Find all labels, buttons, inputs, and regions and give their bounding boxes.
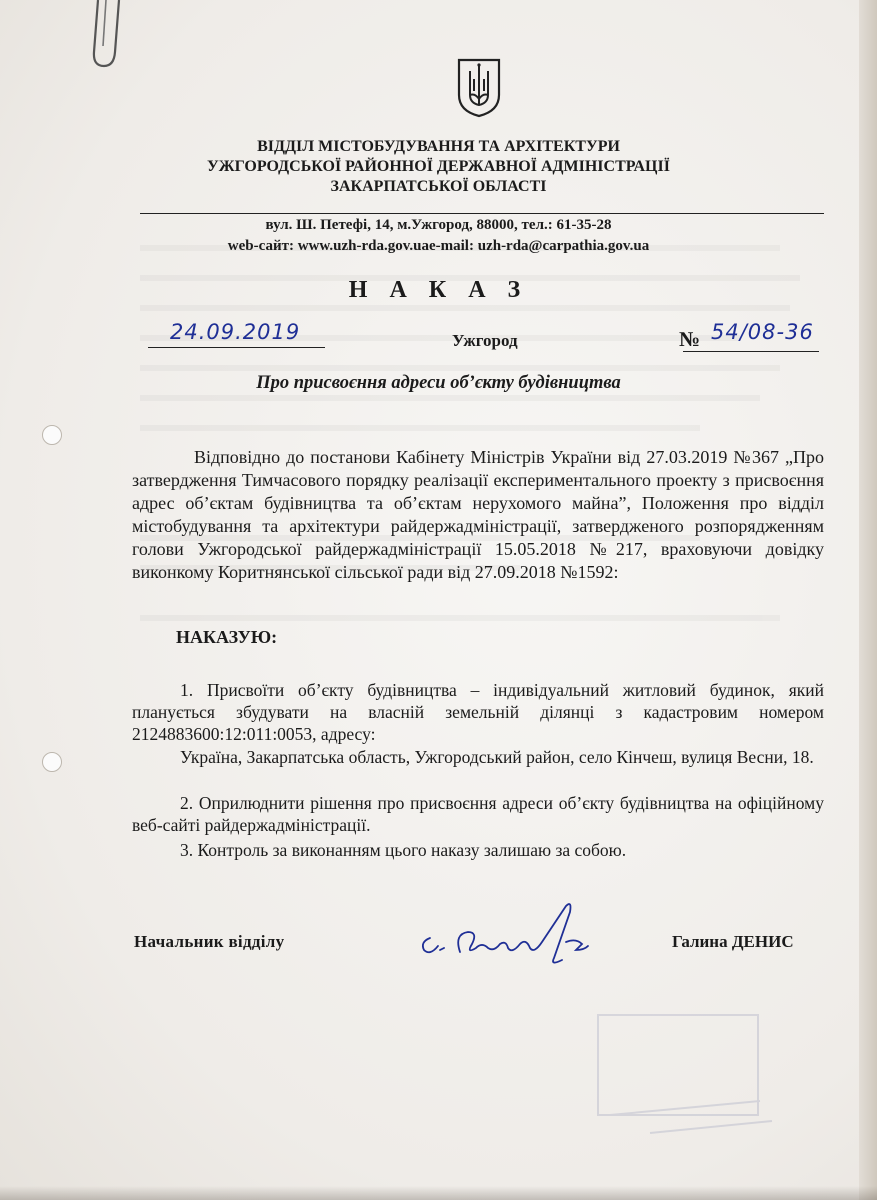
organization-header bbox=[0, 137, 877, 197]
address-line: вул. Ш. Петефі, 14, м.Ужгород, 88000, тел.: 61-35-28 bbox=[265, 217, 612, 233]
date-underline bbox=[148, 347, 325, 348]
number-underline bbox=[683, 351, 819, 352]
contact-block bbox=[0, 215, 877, 257]
punch-hole-bottom bbox=[42, 752, 62, 772]
paper-clip-icon bbox=[84, 0, 144, 80]
city-label: Ужгород bbox=[452, 331, 518, 350]
order-item-2: 2. Оприлюднити рішення про присвоєння адреси об’єкту будівництва на офіційному веб-сайті райдержадміністрації. bbox=[132, 793, 824, 835]
order-item-3: 3. Контроль за виконанням цього наказу залишаю за собою. bbox=[180, 840, 627, 860]
number-sign: № bbox=[679, 327, 701, 351]
faint-stamp-mark bbox=[590, 1005, 780, 1145]
web-line: web-сайт: www.uzh-rda.gov.uae-mail: uzh-rda@carpathia.gov.ua bbox=[227, 238, 650, 254]
handwritten-signature bbox=[416, 898, 606, 968]
order-item-1: 1. Присвоїти об’єкту будівництва – індивідуальний житловий будинок, який планується збудувати на власній земельній ділянці з кадастровим номером 2124883600:12:011:0053, адресу: bbox=[132, 680, 824, 744]
org-line-1: ВІДДІЛ МІСТОБУДУВАННЯ ТА АРХІТЕКТУРИ bbox=[257, 138, 620, 155]
intro-paragraph: Відповідно до постанови Кабінету Міністрів України від 27.03.2019 №367 „Про затвердження Тимчасового порядку реалізації експериментального проекту з присвоєння адрес об’єктам будівництва та об’єктам нерухомого майна”, Положення про відділ містобудування та архітектури райдержадміністрації, затвердженого розпорядженням голови Ужгородської райдержадміністрації 15.05.2018 №217, враховуючи довідку виконкому Коритнянської сільської ради від 27.09.2018 №1592: bbox=[132, 447, 824, 582]
document-title: Н А К А З bbox=[348, 277, 529, 303]
org-line-2: УЖГОРОДСЬКОЇ РАЙОННОЇ ДЕРЖАВНОЇ АДМІНІСТРАЦІЇ bbox=[207, 158, 670, 175]
handwritten-number: 54/08-36 bbox=[711, 320, 814, 344]
punch-hole-top bbox=[42, 425, 62, 445]
org-line-3: ЗАКАРПАТСЬКОЇ ОБЛАСТІ bbox=[330, 178, 547, 195]
order-item-1-address: Україна, Закарпатська область, Ужгородський район, село Кінчеш, вулиця Весни, 18. bbox=[180, 747, 814, 767]
order-heading: НАКАЗУЮ: bbox=[176, 627, 278, 647]
signatory-name: Галина ДЕНИС bbox=[672, 932, 794, 951]
header-divider bbox=[140, 213, 824, 214]
coat-of-arms-icon bbox=[456, 57, 502, 119]
paper-shadow bbox=[0, 1186, 877, 1200]
document-subject: Про присвоєння адреси об’єкту будівництва bbox=[256, 373, 621, 393]
signatory-title: Начальник відділу bbox=[134, 932, 285, 951]
handwritten-date: 24.09.2019 bbox=[170, 320, 301, 344]
